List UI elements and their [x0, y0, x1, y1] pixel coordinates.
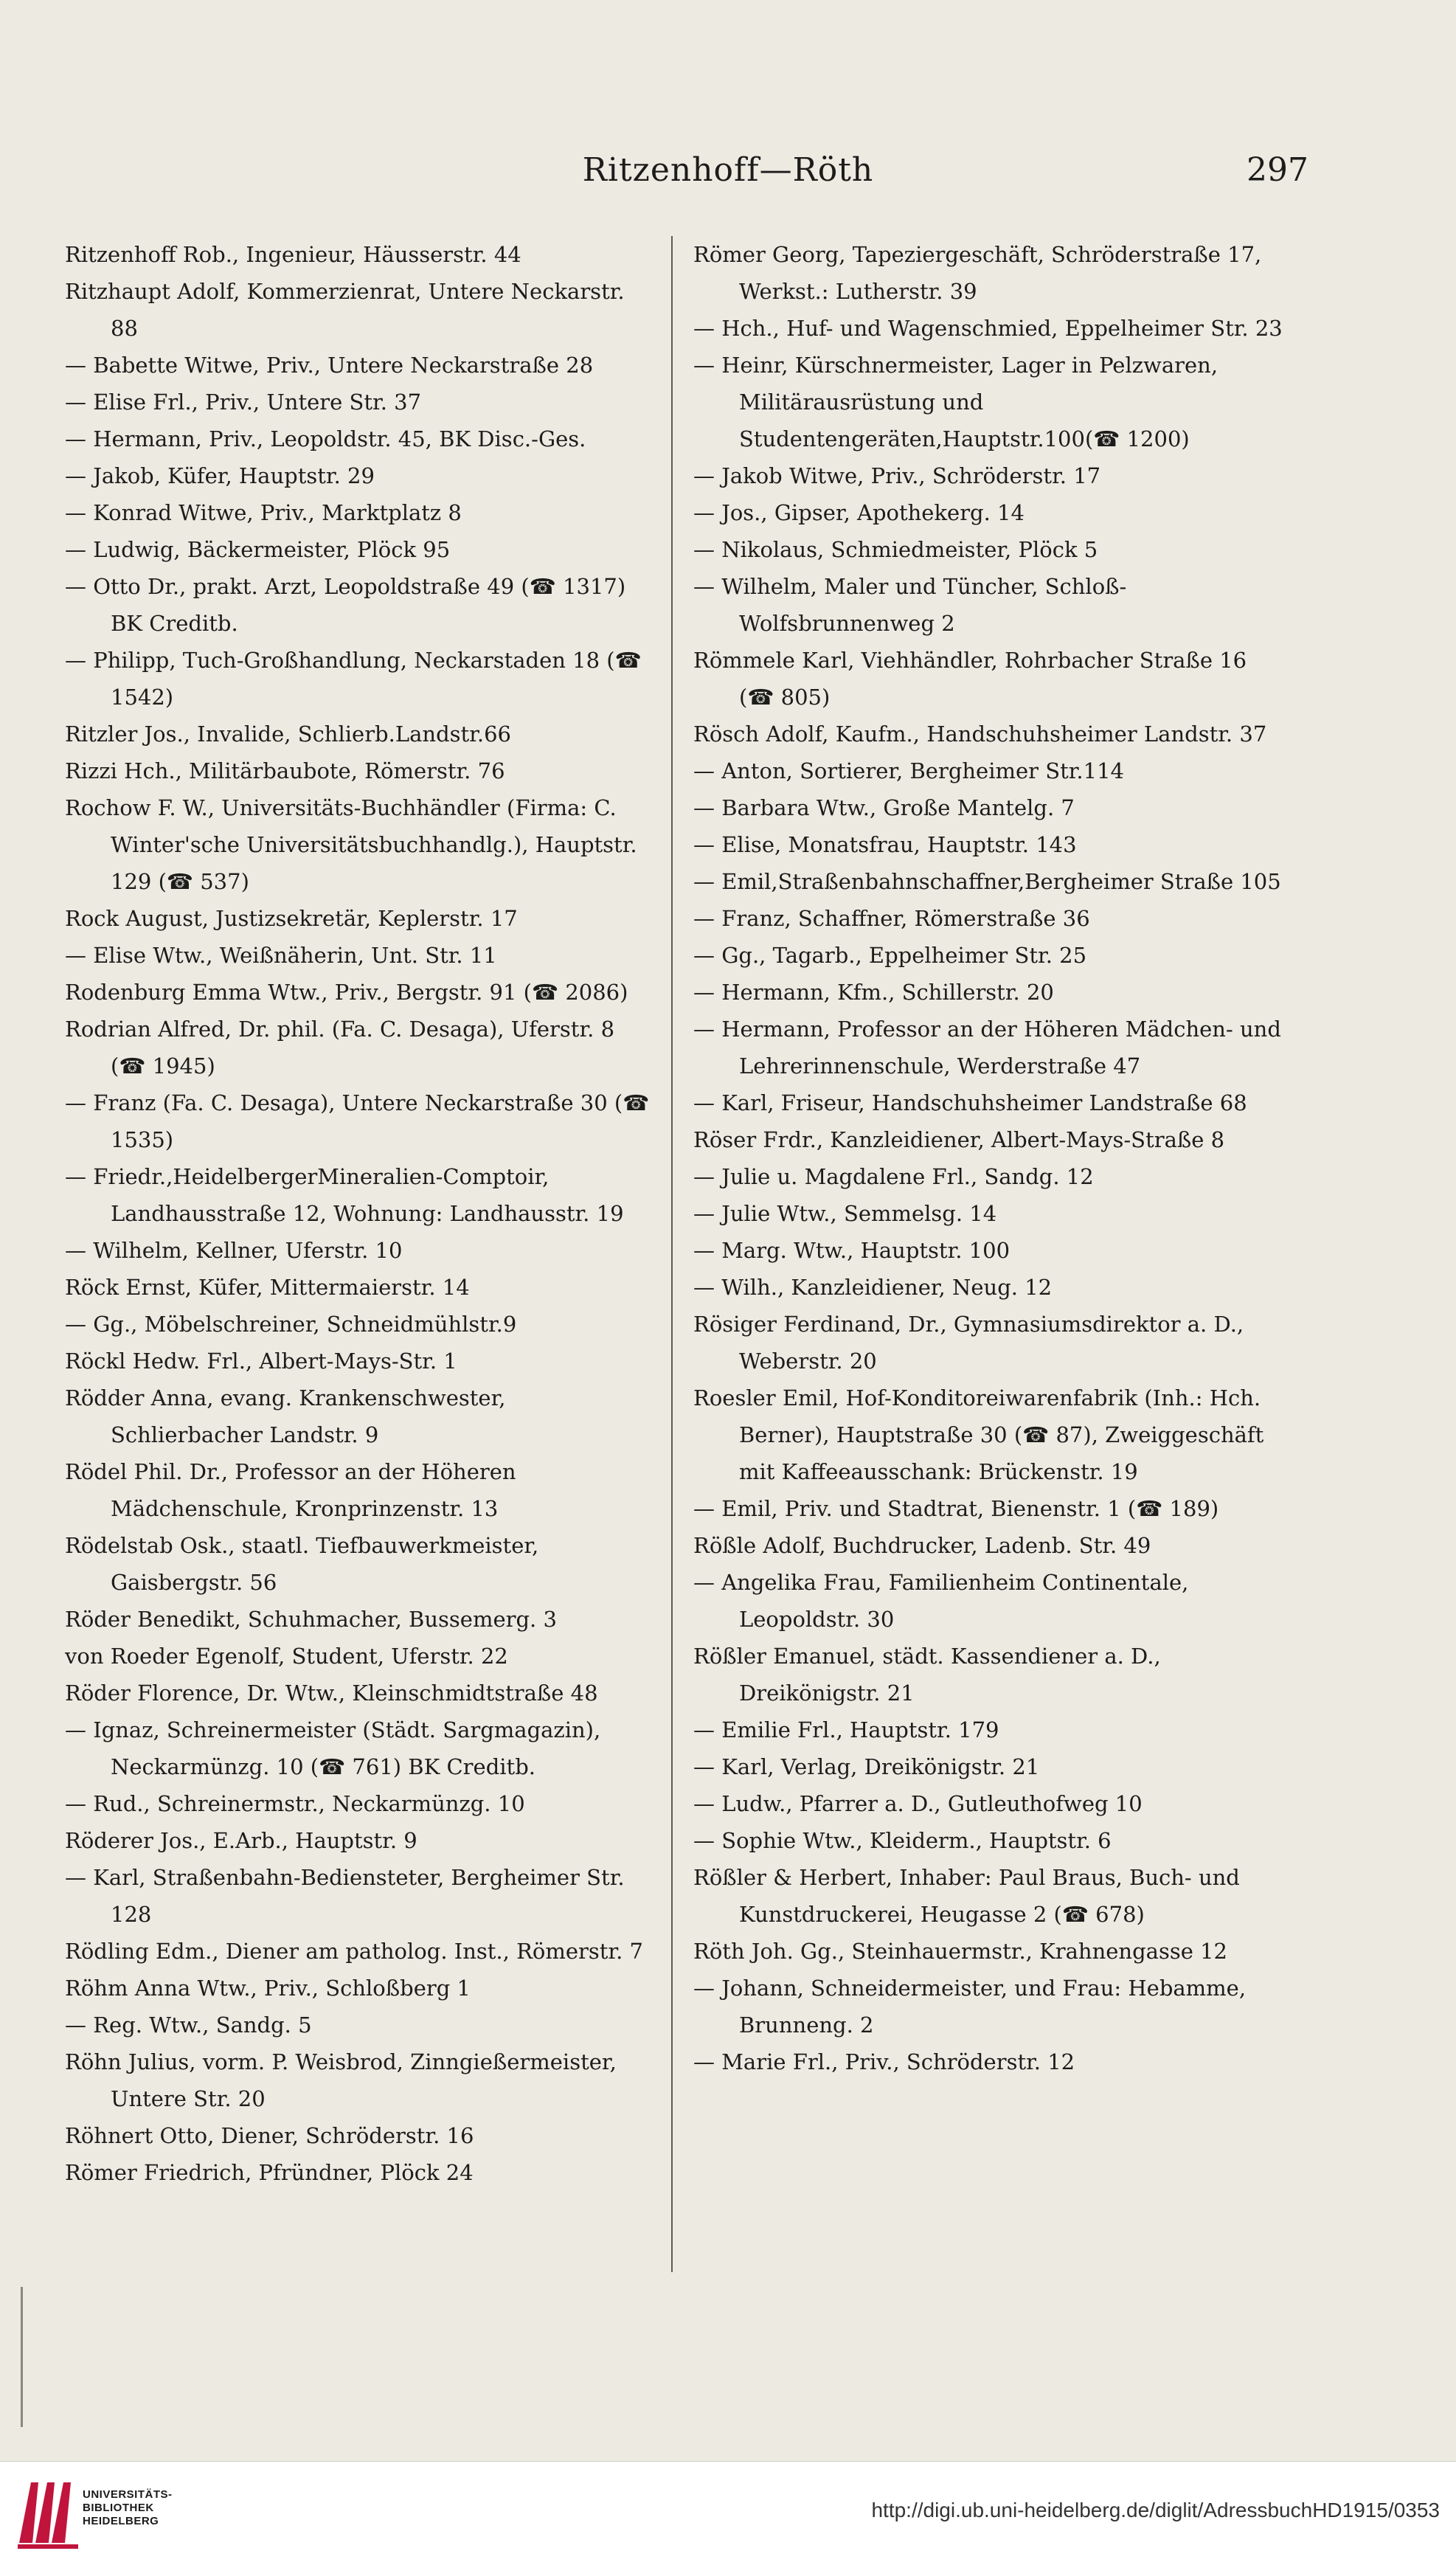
directory-entry: — Gg., Tagarb., Eppelheimer Str. 25 — [693, 943, 1087, 968]
directory-entry: — Hch., Huf- und Wagenschmied, Eppelheimer Str. 23 — [693, 316, 1283, 341]
directory-entry: Rödel Phil. Dr., Professor an der Höheren Mädchenschule, Kronprinzenstr. 13 — [65, 1459, 516, 1521]
directory-entry: Rösiger Ferdinand, Dr., Gymnasiumsdirektor a. D., Weberstr. 20 — [693, 1312, 1244, 1374]
directory-entry: — Hermann, Priv., Leopoldstr. 45, BK Disc.-Ges. — [65, 426, 586, 451]
directory-entry: Röhnert Otto, Diener, Schröderstr. 16 — [65, 2123, 474, 2148]
directory-entry: — Jakob Witwe, Priv., Schröderstr. 17 — [693, 463, 1101, 488]
directory-entry: Rösch Adolf, Kaufm., Handschuhsheimer Landstr. 37 — [693, 721, 1267, 747]
directory-entry: — Hermann, Kfm., Schillerstr. 20 — [693, 980, 1054, 1005]
directory-entry: — Franz, Schaffner, Römerstraße 36 — [693, 906, 1090, 931]
directory-entry: Rochow F. W., Universitäts-Buchhändler (Firma: C. Winter'sche Universitätsbuchhandlg.), Hauptstr. 129 (☎ 537) — [65, 795, 637, 894]
directory-entry: — Philipp, Tuch-Großhandlung, Neckarstaden 18 (☎ 1542) — [65, 648, 642, 710]
directory-entry: Rizzi Hch., Militärbaubote, Römerstr. 76 — [65, 758, 505, 783]
directory-entry: — Heinr, Kürschnermeister, Lager in Pelzwaren, Militärausrüstung und Studentengeräten,Hauptstr.100(☎ 1200) — [693, 353, 1218, 451]
directory-entry: Röder Florence, Dr. Wtw., Kleinschmidtstraße 48 — [65, 1680, 598, 1706]
directory-entry: Rödder Anna, evang. Krankenschwester, Schlierbacher Landstr. 9 — [65, 1385, 506, 1447]
directory-entry: — Barbara Wtw., Große Mantelg. 7 — [693, 795, 1075, 820]
directory-entry: Röser Frdr., Kanzleidiener, Albert-Mays-Straße 8 — [693, 1127, 1225, 1152]
directory-entry: Röder Benedikt, Schuhmacher, Bussemerg. 3 — [65, 1607, 557, 1632]
directory-entry: — Rud., Schreinermstr., Neckarmünzg. 10 — [65, 1791, 525, 1816]
directory-entry: — Emil, Priv. und Stadtrat, Bienenstr. 1 (☎ 189) — [693, 1496, 1219, 1521]
directory-entry: — Wilhelm, Kellner, Uferstr. 10 — [65, 1238, 403, 1263]
column-divider — [671, 236, 673, 2272]
directory-entry: — Wilh., Kanzleidiener, Neug. 12 — [693, 1275, 1053, 1300]
directory-entry: Ritzler Jos., Invalide, Schlierb.Landstr.66 — [65, 721, 511, 747]
directory-entry: Rödelstab Osk., staatl. Tiefbauwerkmeister, Gaisbergstr. 56 — [65, 1533, 539, 1595]
directory-entry: — Franz (Fa. C. Desaga), Untere Neckarstraße 30 (☎ 1535) — [65, 1090, 650, 1152]
directory-entry: Röckl Hedw. Frl., Albert-Mays-Str. 1 — [65, 1349, 457, 1374]
directory-entry: — Johann, Schneidermeister, und Frau: Hebamme, Brunneng. 2 — [693, 1976, 1247, 2038]
directory-entry: Römer Georg, Tapeziergeschäft, Schröderstraße 17, Werkst.: Lutherstr. 39 — [693, 242, 1262, 304]
directory-entry: — Friedr.,HeidelbergerMineralien-Comptoir, Landhausstraße 12, Wohnung: Landhausstr. 19 — [65, 1164, 624, 1226]
directory-entry: Röck Ernst, Küfer, Mittermaierstr. 14 — [65, 1275, 470, 1300]
running-title: Ritzenhoff—Röth — [582, 151, 874, 189]
directory-entry: — Elise Frl., Priv., Untere Str. 37 — [65, 390, 422, 415]
source-url-link[interactable]: http://digi.ub.uni-heidelberg.de/diglit/AdressbuchHD1915/0353 — [871, 2499, 1440, 2521]
directory-entry: — Angelika Frau, Familienheim Continentale, Leopoldstr. 30 — [693, 1570, 1189, 1632]
library-name-line: UNIVERSITÄTS- — [83, 2488, 173, 2501]
library-logo-icon — [16, 2475, 80, 2552]
directory-entry: Rodenburg Emma Wtw., Priv., Bergstr. 91 (☎ 2086) — [65, 980, 628, 1005]
directory-entry: Rödling Edm., Diener am patholog. Inst., Römerstr. 7 — [65, 1939, 643, 1964]
directory-entry: Römer Friedrich, Pfründner, Plöck 24 — [65, 2160, 474, 2185]
library-name-line: HEIDELBERG — [83, 2515, 159, 2527]
directory-entry: — Babette Witwe, Priv., Untere Neckarstraße 28 — [65, 353, 594, 378]
directory-entry: Rößle Adolf, Buchdrucker, Ladenb. Str. 49 — [693, 1533, 1151, 1558]
directory-entry: Ritzenhoff Rob., Ingenieur, Häusserstr. 44 — [65, 242, 521, 267]
directory-entry: — Karl, Straßenbahn-Bediensteter, Bergheimer Str. 128 — [65, 1865, 625, 1927]
page-number: 297 — [1247, 151, 1308, 189]
directory-entry: — Ignaz, Schreinermeister (Städt. Sargmagazin), Neckarmünzg. 10 (☎ 761) BK Creditb. — [65, 1717, 601, 1779]
directory-entry: — Otto Dr., prakt. Arzt, Leopoldstraße 49 (☎ 1317) BK Creditb. — [65, 574, 626, 636]
library-name — [83, 2488, 173, 2528]
directory-entry: Rößler Emanuel, städt. Kassendiener a. D., Dreikönigstr. 21 — [693, 1644, 1161, 1706]
directory-entry: Rößler & Herbert, Inhaber: Paul Braus, Buch- und Kunstdruckerei, Heugasse 2 (☎ 678) — [693, 1865, 1240, 1927]
directory-entry: — Karl, Verlag, Dreikönigstr. 21 — [693, 1754, 1040, 1779]
directory-entry: — Jos., Gipser, Apothekerg. 14 — [693, 500, 1025, 525]
directory-entry: — Elise Wtw., Weißnäherin, Unt. Str. 11 — [65, 943, 497, 968]
directory-entry: Röderer Jos., E.Arb., Hauptstr. 9 — [65, 1828, 417, 1853]
directory-entry: Rodrian Alfred, Dr. phil. (Fa. C. Desaga), Uferstr. 8 (☎ 1945) — [65, 1017, 615, 1079]
directory-entry: Röhn Julius, vorm. P. Weisbrod, Zinngießermeister, Untere Str. 20 — [65, 2049, 617, 2111]
directory-entry: — Wilhelm, Maler und Tüncher, Schloß-Wolfsbrunnenweg 2 — [693, 574, 1127, 636]
directory-entry: von Roeder Egenolf, Student, Uferstr. 22 — [65, 1644, 508, 1669]
directory-entry: — Ludwig, Bäckermeister, Plöck 95 — [65, 537, 451, 562]
directory-entry: — Emil,Straßenbahnschaffner,Bergheimer Straße 105 — [693, 869, 1281, 894]
directory-entry: — Marg. Wtw., Hauptstr. 100 — [693, 1238, 1010, 1263]
library-name-line: BIBLIOTHEK — [83, 2502, 154, 2514]
directory-entry: — Gg., Möbelschreiner, Schneidmühlstr.9 — [65, 1312, 517, 1337]
scan-edge-mark — [21, 2287, 23, 2427]
directory-entry: — Julie Wtw., Semmelsg. 14 — [693, 1201, 997, 1226]
footer-bar — [0, 2461, 1456, 2565]
directory-entry: Roesler Emil, Hof-Konditoreiwarenfabrik (Inh.: Hch. Berner), Hauptstraße 30 (☎ 87), Zweiggeschäft mit Kaffeeausschank: Brückenstr. 19 — [693, 1385, 1264, 1484]
directory-entry: — Emilie Frl., Hauptstr. 179 — [693, 1717, 999, 1742]
directory-entry: — Hermann, Professor an der Höheren Mädchen- und Lehrerinnenschule, Werderstraße 47 — [693, 1017, 1281, 1079]
directory-entry: — Marie Frl., Priv., Schröderstr. 12 — [693, 2049, 1075, 2074]
directory-entry: — Julie u. Magdalene Frl., Sandg. 12 — [693, 1164, 1094, 1189]
directory-entry: — Reg. Wtw., Sandg. 5 — [65, 2012, 312, 2038]
directory-entry: Römmele Karl, Viehhändler, Rohrbacher Straße 16 (☎ 805) — [693, 648, 1247, 710]
directory-entry: — Ludw., Pfarrer a. D., Gutleuthofweg 10 — [693, 1791, 1143, 1816]
directory-entry: — Nikolaus, Schmiedmeister, Plöck 5 — [693, 537, 1098, 562]
directory-entry: — Elise, Monatsfrau, Hauptstr. 143 — [693, 832, 1077, 857]
directory-entry: Rock August, Justizsekretär, Keplerstr. 17 — [65, 906, 518, 931]
directory-entry: — Anton, Sortierer, Bergheimer Str.114 — [693, 758, 1125, 783]
directory-entry: Röth Joh. Gg., Steinhauermstr., Krahnengasse 12 — [693, 1939, 1228, 1964]
directory-entry: — Karl, Friseur, Handschuhsheimer Landstraße 68 — [693, 1090, 1247, 1115]
right-column — [693, 236, 1283, 2080]
directory-entry: — Sophie Wtw., Kleiderm., Hauptstr. 6 — [693, 1828, 1112, 1853]
directory-entry: Ritzhaupt Adolf, Kommerzienrat, Untere Neckarstr. 88 — [65, 279, 625, 341]
directory-entry: Röhm Anna Wtw., Priv., Schloßberg 1 — [65, 1976, 471, 2001]
left-column — [65, 236, 655, 2191]
directory-entry: — Jakob, Küfer, Hauptstr. 29 — [65, 463, 375, 488]
directory-entry: — Konrad Witwe, Priv., Marktplatz 8 — [65, 500, 462, 525]
